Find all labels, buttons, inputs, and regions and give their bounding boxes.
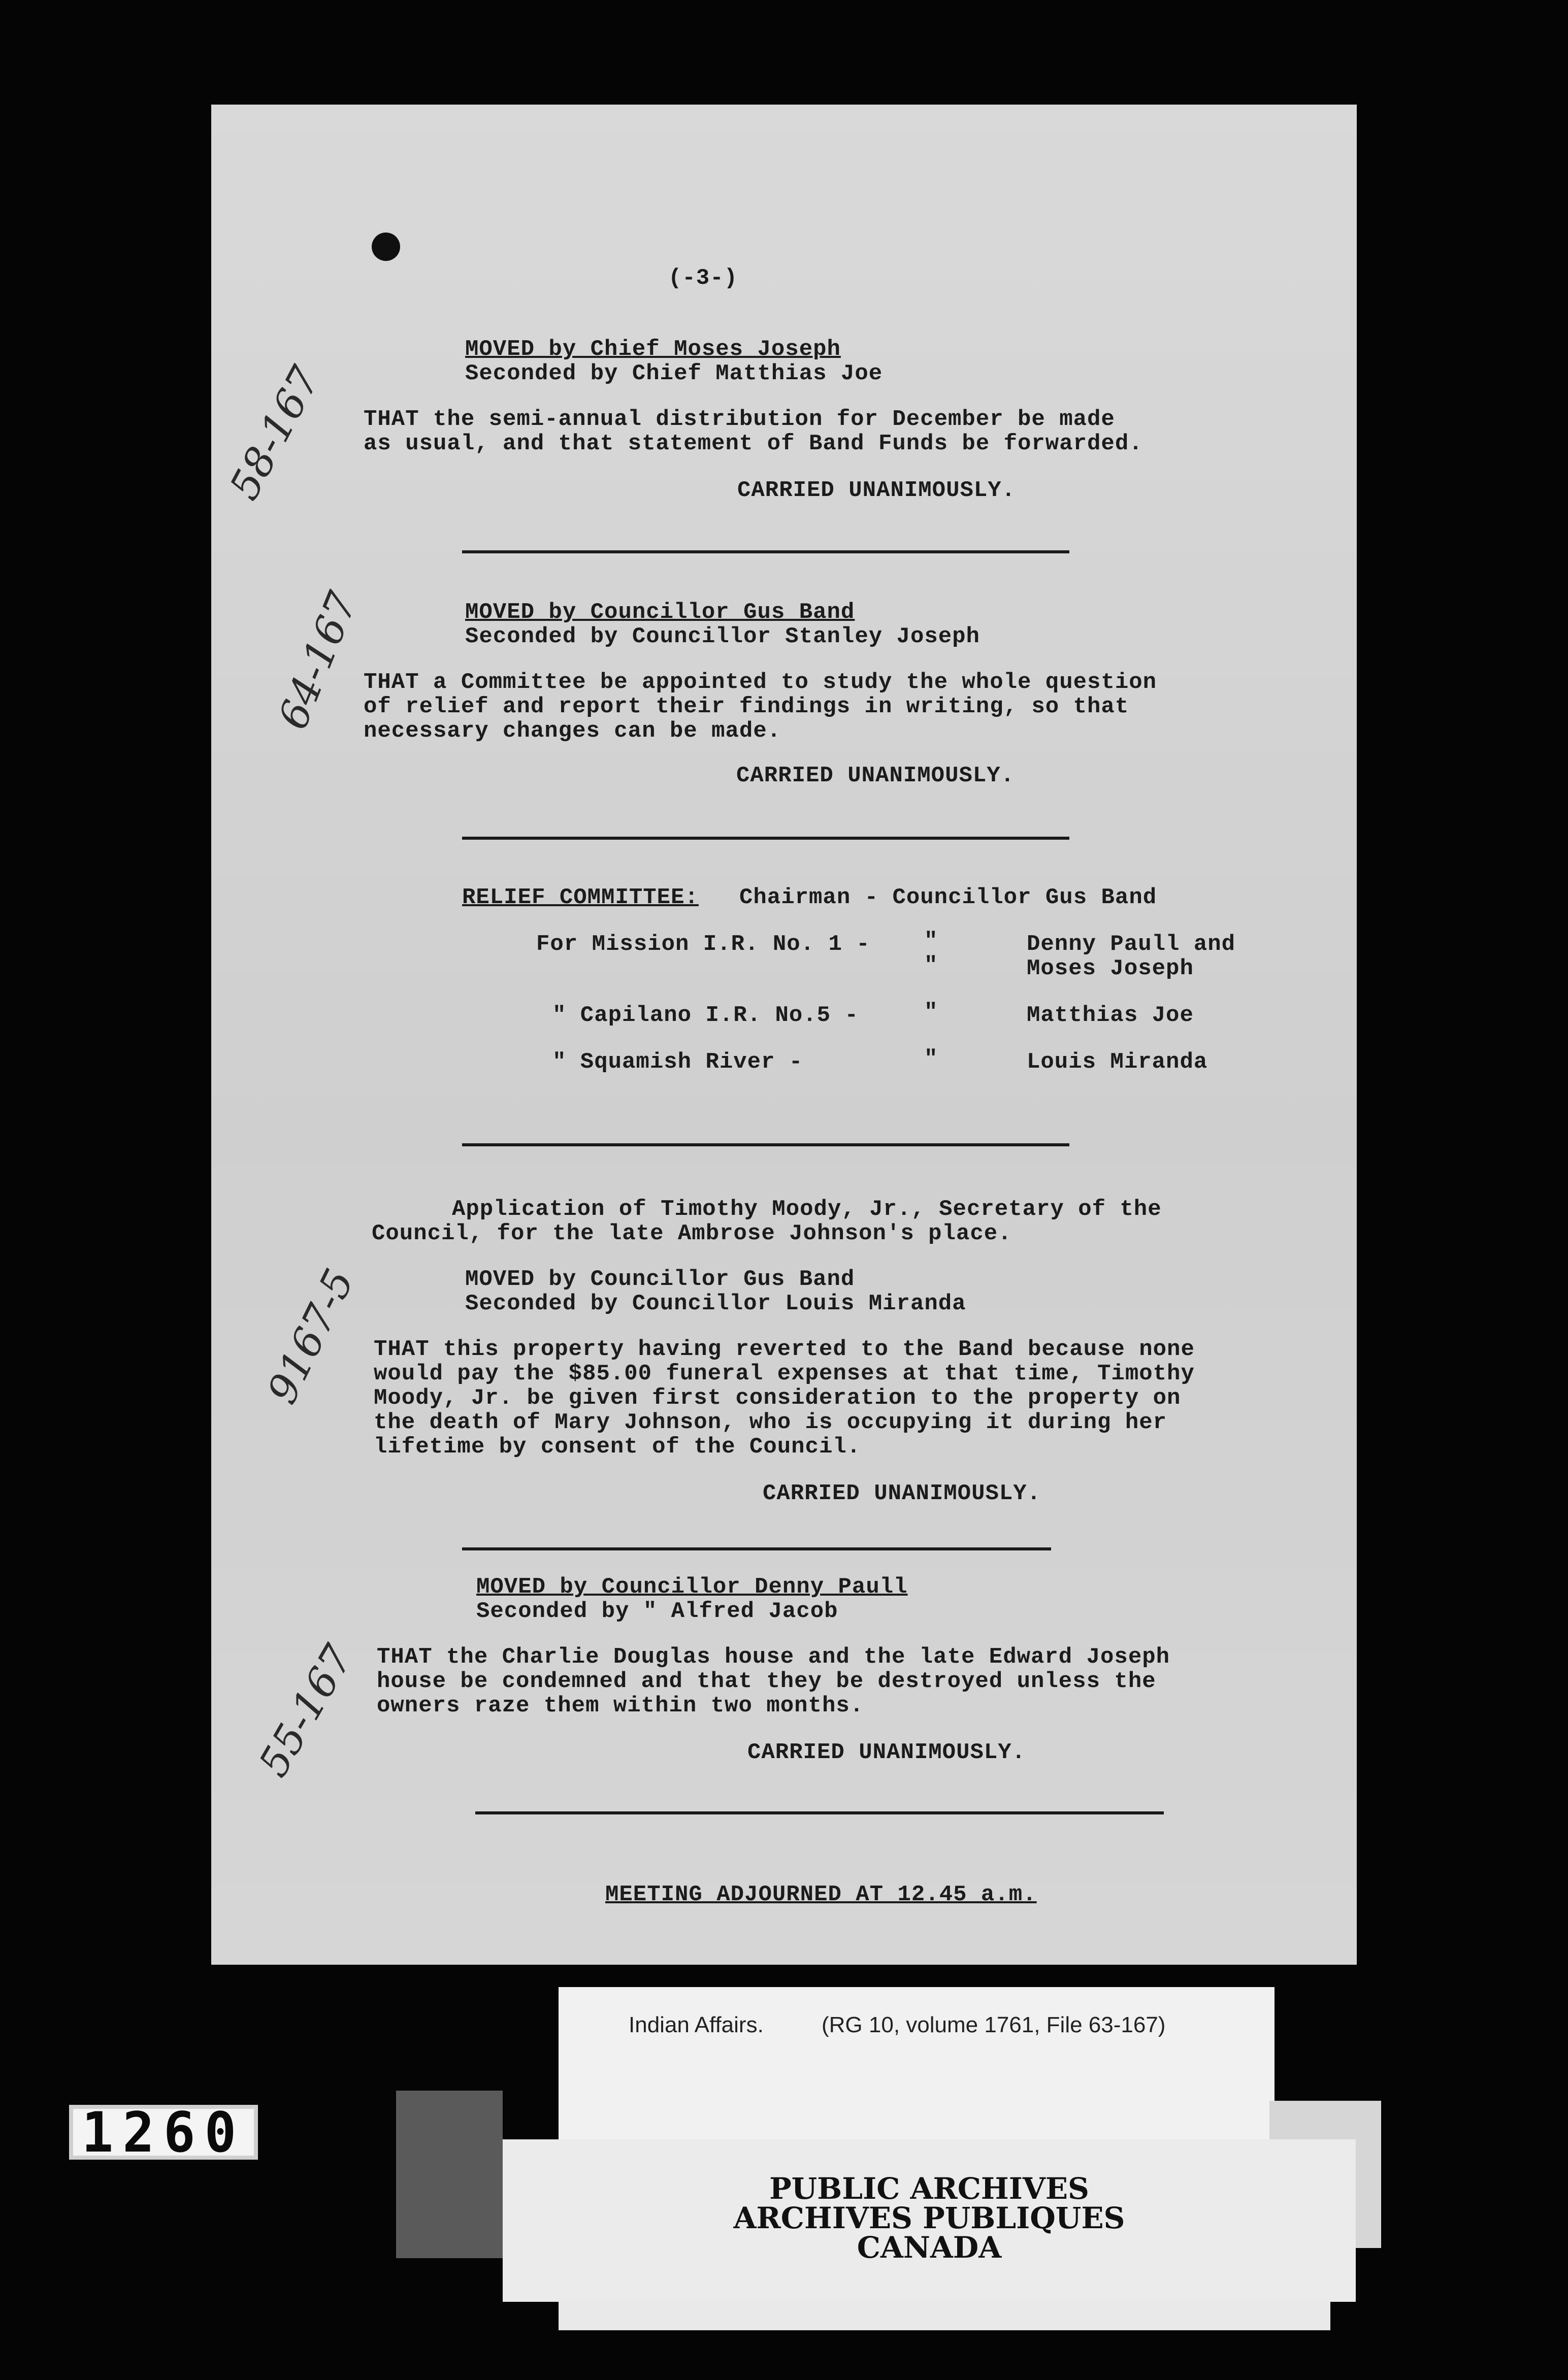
motion3-body-5: lifetime by consent of the Council. [374,1434,861,1460]
motion2-moved: MOVED by Councillor Gus Band [465,600,855,625]
motion3-result: CARRIED UNANIMOUSLY. [763,1481,1041,1506]
motion2-body-1: THAT a Committee be appointed to study the whole question [364,670,1157,695]
archive-stamp-line-1: PUBLIC ARCHIVES [769,2171,1089,2206]
motion4-moved: MOVED by Councillor Denny Paull [476,1574,908,1600]
motion3-seconded: Seconded by Councillor Louis Miranda [465,1291,966,1316]
relief-row-4-ditto: " [924,1046,938,1072]
divider-4 [462,1547,1051,1550]
handwritten-note-3: 9167-5 [258,1262,364,1411]
motion3-intro-1: Application of Timothy Moody, Jr., Secretary of the [452,1197,1162,1222]
motion3-moved: MOVED by Councillor Gus Band [465,1267,855,1292]
divider-3 [462,1143,1069,1146]
divider-1 [462,550,1069,553]
motion4-body-3: owners raze them within two months. [377,1693,864,1718]
motion4-body-1: THAT the Charlie Douglas house and the late Edward Joseph [377,1644,1170,1670]
punch-hole [372,233,400,261]
divider-2 [462,837,1069,840]
motion4-result: CARRIED UNANIMOUSLY. [747,1740,1026,1765]
frame-counter [69,2099,258,2165]
relief-row-3-members: Matthias Joe [1027,1003,1194,1028]
motion2-seconded: Seconded by Councillor Stanley Joseph [465,624,980,649]
relief-row-2-ditto: " [924,953,938,978]
relief-heading: RELIEF COMMITTEE: [462,885,699,910]
relief-row-4-members: Louis Miranda [1027,1049,1208,1075]
divider-5 [475,1811,1164,1814]
relief-row-3-place: " Capilano I.R. No.5 - [552,1003,859,1028]
motion4-body-2: house be condemned and that they be destroyed unless the [377,1669,1156,1694]
page-number: (-3-) [668,266,738,291]
relief-row-1-ditto: " [924,929,938,954]
meeting-closing: MEETING ADJOURNED AT 12.45 a.m. [605,1882,1037,1907]
relief-row-3-ditto: " [924,1000,938,1025]
motion3-body-4: the death of Mary Johnson, who is occupying it during her [374,1410,1167,1435]
relief-chair: Chairman - Councillor Gus Band [739,885,1157,910]
motion4-seconded: Seconded by " Alfred Jacob [476,1599,838,1624]
motion1-body-1: THAT the semi-annual distribution for December be made [364,407,1115,432]
motion2-result: CARRIED UNANIMOUSLY. [736,763,1015,788]
handwritten-note-1: 58-167 [220,358,330,507]
motion3-intro-2: Council, for the late Ambrose Johnson's place. [372,1221,1012,1246]
label-strip [559,2300,1330,2330]
handwritten-note-2: 64-167 [269,585,367,736]
relief-row-1-place: For Mission I.R. No. 1 - [536,932,870,957]
motion2-body-2: of relief and report their findings in writing, so that [364,694,1129,719]
archive-source: Indian Affairs. [629,2012,764,2037]
frame-counter-value: 1260 [81,2099,246,2165]
motion1-seconded: Seconded by Chief Matthias Joe [465,361,883,386]
motion3-body-3: Moody, Jr. be given first consideration to the property on [374,1385,1181,1411]
motion1-moved: MOVED by Chief Moses Joseph [465,337,841,362]
archive-reference: (RG 10, volume 1761, File 63-167) [822,2012,1166,2037]
motion3-body-1: THAT this property having reverted to the Band because none [374,1337,1195,1362]
motion2-body-3: necessary changes can be made. [364,718,781,744]
motion1-result: CARRIED UNANIMOUSLY. [737,478,1016,503]
relief-row-4-place: " Squamish River - [552,1049,803,1075]
relief-row-2-members: Moses Joseph [1027,956,1194,981]
motion3-body-2: would pay the $85.00 funeral expenses at that time, Timothy [374,1361,1195,1386]
motion1-body-2: as usual, and that statement of Band Funds be forwarded. [364,431,1143,456]
film-tab [396,2091,503,2258]
archive-stamp-line-2: ARCHIVES PUBLIQUES [733,2201,1125,2235]
handwritten-note-4: 55-167 [249,1637,362,1784]
archive-stamp-line-3: CANADA [857,2230,1002,2265]
relief-row-1-members: Denny Paull and [1027,932,1236,957]
document-page [211,105,1357,1965]
